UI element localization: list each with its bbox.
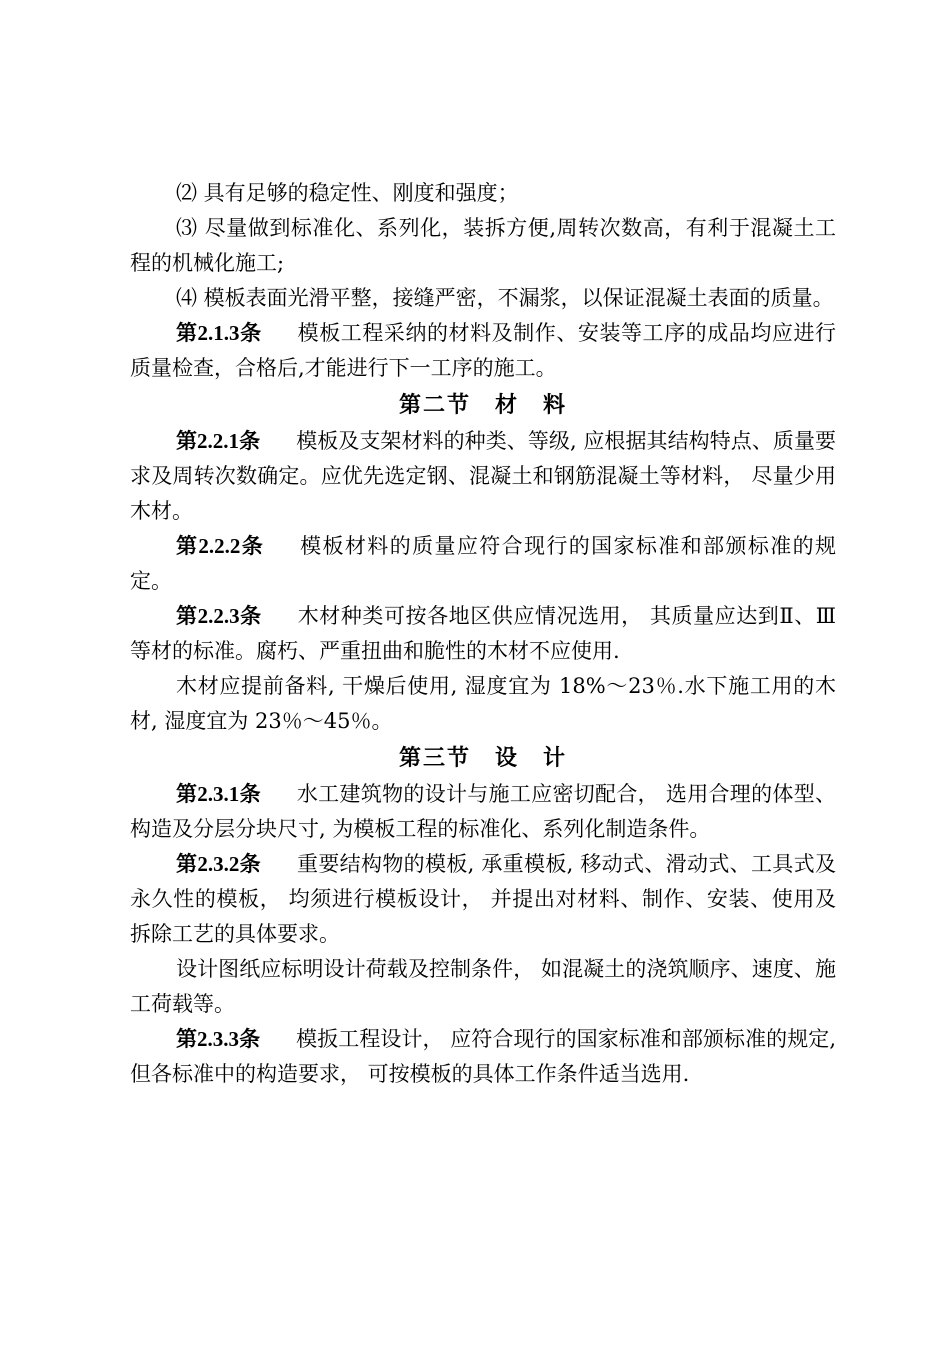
article-text: 模板及支架材料的种类、等级, 应根据其结构特点、质量要求及周转次数确定。应优先选定钢、混凝土和钢筋混凝土等材料， 尽量少用木材。 — [130, 429, 837, 523]
section-heading-materials: 第二节 材 料 — [398, 392, 567, 418]
article-text: 模板材料的质量应符合现行的国家标准和部颁标准的规定。 — [130, 534, 837, 593]
list-item-2: ⑵ 具有足够的稳定性、刚度和强度； — [176, 181, 519, 205]
paragraph-design-drawings: 设计图纸应标明设计荷载及控制条件， 如混凝土的浇筑顺序、速度、施工荷载等。 — [130, 957, 836, 1016]
article-label: 第2.1.3条 — [176, 321, 262, 345]
article-text: 木材种类可按各地区供应情况选用， 其质量应达到Ⅱ、Ⅲ等材的标准。腐朽、严重扭曲和脆性的木材不应使用. — [130, 604, 837, 663]
article-2-2-2 — [130, 529, 836, 599]
article-text: 水工建筑物的设计与施工应密切配合， 选用合理的体型、构造及分层分块尺寸, 为模板工程的标准化、系列化制造条件。 — [130, 782, 836, 841]
article-label: 第2.3.1条 — [176, 782, 261, 806]
paragraph-wood-moisture: 木材应提前备料, 干燥后使用, 湿度宜为 18%～23％.水下施工用的木材, 湿度宜为 23％～45％。 — [130, 674, 836, 733]
article-label: 第2.2.2条 — [176, 534, 265, 558]
article-text: 模板工程采纳的材料及制作、安装等工序的成品均应进行质量检查，合格后,才能进行下一工序的施工。 — [130, 321, 837, 380]
article-2-3-1 — [130, 777, 836, 847]
article-text: 模扳工程设计， 应符合现行的国家标准和部颁标准的规定, 但各标准中的构造要求， 可按模板的具体工作条件适当选用. — [130, 1027, 836, 1086]
article-2-3-3 — [130, 1022, 836, 1092]
article-label: 第2.2.1条 — [176, 429, 261, 453]
article-2-3-2 — [130, 847, 836, 952]
document-page — [130, 176, 836, 1092]
article-label: 第2.2.3条 — [176, 604, 262, 628]
article-label: 第2.3.2条 — [176, 852, 261, 876]
list-item-3: ⑶ 尽量做到标准化、系列化，装拆方便,周转次数高，有利于混凝土工程的机械化施工; — [130, 216, 836, 275]
list-item-4: ⑷ 模板表面光滑平整，接缝严密，不漏浆，以保证混凝土表面的质量。 — [176, 286, 834, 310]
article-2-2-3 — [130, 599, 836, 669]
article-text: 重要结构物的模板, 承重模板, 移动式、滑动式、工具式及永久性的模板， 均须进行模板设计， 并提出对材料、制作、安装、使用及拆除工艺的具体要求。 — [130, 852, 836, 946]
section-heading-design: 第三节 设 计 — [398, 745, 567, 771]
article-2-1-3 — [130, 316, 836, 386]
article-2-2-1 — [130, 424, 836, 529]
article-label: 第2.3.3条 — [176, 1027, 261, 1051]
